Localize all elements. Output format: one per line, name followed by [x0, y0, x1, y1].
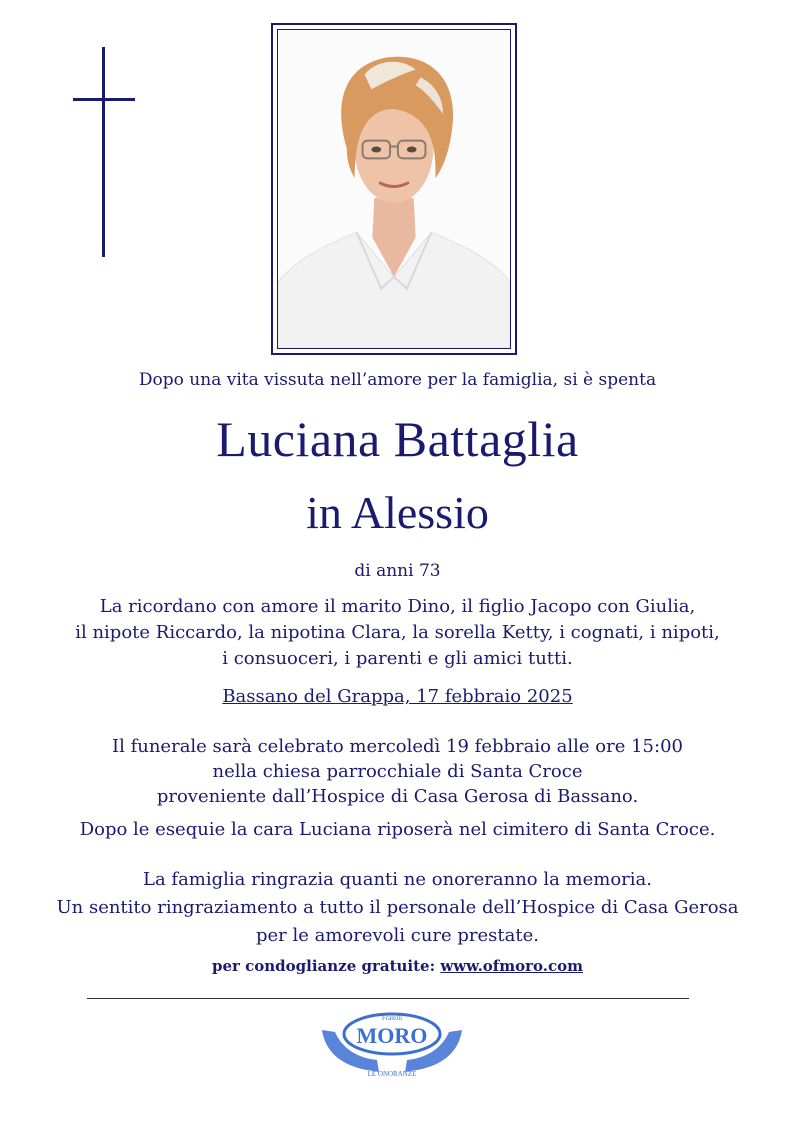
condolences-label: per condoglianze gratuite: [211, 957, 436, 975]
portrait-photo [277, 29, 511, 349]
intro-text: Dopo una vita vissuta nell’amore per la famiglia, si è spenta [138, 370, 657, 390]
funeral-line: nella chiesa parrocchiale di Santa Croce [212, 761, 583, 782]
fratelli-moro-logo [317, 1010, 467, 1080]
funeral-paragraph [0, 734, 795, 809]
thanks-line: Un sentito ringraziamento a tutto il personale dell’Hospice di Casa Gerosa [56, 897, 739, 918]
family-paragraph [0, 594, 795, 672]
logo-tagline: LE ONORANZE [367, 1070, 417, 1078]
deceased-age: di anni 73 [354, 561, 441, 581]
portrait-photo-frame [271, 23, 517, 355]
deceased-married-name: in Alessio [306, 487, 489, 538]
thanks-line: La famiglia ringrazia quanti ne onoreranno la memoria. [143, 869, 652, 890]
place-date: Bassano del Grappa, 17 febbraio 2025 [222, 686, 573, 707]
family-line: i consuoceri, i parenti e gli amici tutti. [222, 648, 573, 669]
thanks-line: per le amorevoli cure prestate. [255, 925, 539, 946]
condolences-link[interactable]: www.ofmoro.com [440, 957, 584, 975]
divider-line [87, 998, 689, 999]
cross-icon [73, 47, 135, 257]
burial-text: Dopo le esequie la cara Luciana riposerà nel cimitero di Santa Croce. [79, 819, 716, 840]
family-line: il nipote Riccardo, la nipotina Clara, la sorella Ketty, i cognati, i nipoti, [75, 622, 720, 643]
funeral-line: Il funerale sarà celebrato mercoledì 19 febbraio alle ore 15:00 [112, 736, 683, 757]
thanks-paragraph [0, 866, 795, 950]
family-line: La ricordano con amore il marito Dino, il figlio Jacopo con Giulia, [99, 596, 696, 617]
logo-top-text: Fratelli [381, 1014, 403, 1022]
funeral-line: proveniente dall’Hospice di Casa Gerosa di Bassano. [156, 786, 639, 807]
logo-brand: MORO [356, 1023, 428, 1048]
condolences-line [0, 957, 795, 975]
deceased-name: Luciana Battaglia [216, 411, 579, 467]
